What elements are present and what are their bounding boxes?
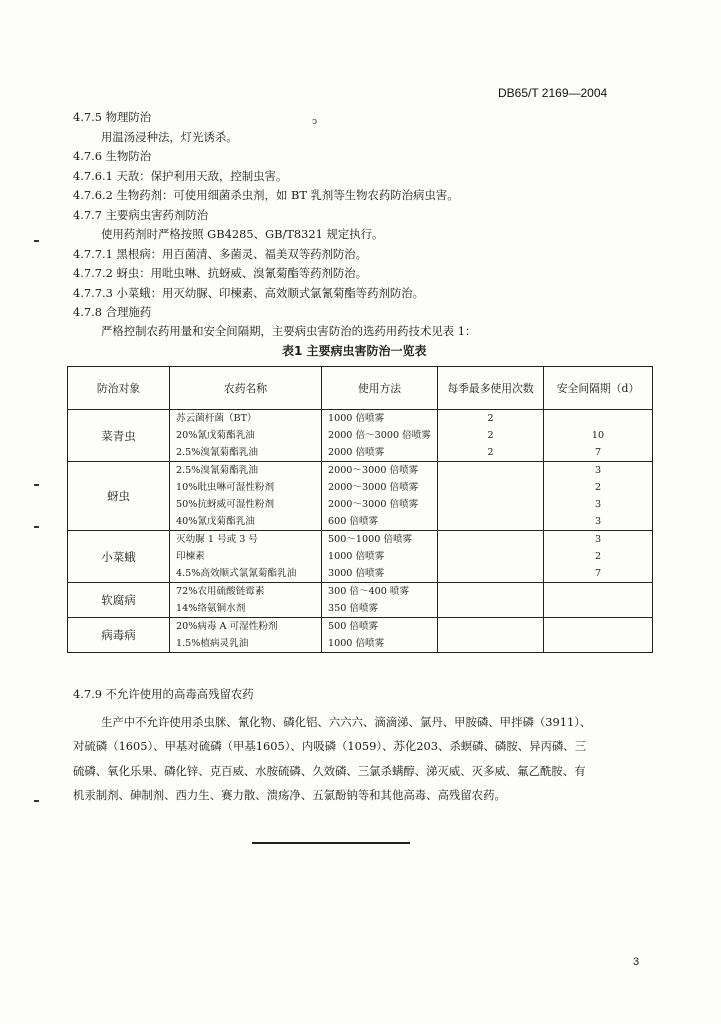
pesticide-name: 14%络氨铜水剂 xyxy=(176,603,246,614)
usage-method: 3000 倍喷雾 xyxy=(328,568,385,579)
header-method: 使用方法 xyxy=(322,367,438,410)
paragraph-line: 机汞制剂、砷制剂、西力生、赛力散、溃疡净、五氯酚钠等和其他高毒、高残留农药。 xyxy=(73,788,506,802)
usage-method: 600 倍喷雾 xyxy=(328,516,379,527)
safety-interval: 2 xyxy=(594,551,602,562)
pesticide-name: 20%氰戊菊酯乳油 xyxy=(176,430,255,441)
section-4-7-7-1: 4.7.7.1 黑根病：用百菌清、多菌灵、福美双等药剂防治。 xyxy=(73,247,368,261)
pesticide-name-cell xyxy=(170,531,322,583)
max-times-cell xyxy=(438,618,544,653)
safety-interval xyxy=(544,583,652,600)
safety-interval: 3 xyxy=(594,534,602,545)
section-4-7-7-body: 使用药剂时严格按照 GB4285、GB/T8321 规定执行。 xyxy=(101,227,384,241)
section-4-7-9: 4.7.9 不允许使用的高毒高残留农药 xyxy=(73,687,254,701)
max-times xyxy=(438,496,543,513)
max-times xyxy=(438,513,543,530)
safety-interval xyxy=(544,410,652,427)
max-times xyxy=(438,635,543,652)
max-times: 2 xyxy=(487,413,494,424)
section-4-7-7: 4.7.7 主要病虫害药剂防治 xyxy=(73,208,209,222)
safety-interval: 10 xyxy=(591,430,605,441)
safety-interval: 3 xyxy=(594,516,602,527)
usage-method: 350 倍喷雾 xyxy=(328,603,379,614)
usage-method: 300 倍～400 喷雾 xyxy=(328,586,410,597)
safety-interval: 3 xyxy=(594,465,602,476)
pesticide-name: 1.5%植病灵乳油 xyxy=(176,638,249,649)
usage-method: 2000～3000 倍喷雾 xyxy=(328,465,419,476)
header-interval: 安全间隔期（d） xyxy=(544,367,653,410)
max-times-cell xyxy=(438,531,544,583)
section-4-7-6-2: 4.7.6.2 生物药剂：可使用细菌杀虫剂，如 BT 乳剂等生物农药防治病虫害。 xyxy=(73,188,459,202)
max-times xyxy=(438,583,543,600)
pest-control-table xyxy=(67,366,653,653)
usage-method-cell xyxy=(322,583,438,618)
pesticide-name: 50%抗蚜威可湿性粉剂 xyxy=(176,499,275,510)
header-max-times: 每季最多使用次数 xyxy=(438,367,544,410)
margin-mark xyxy=(34,484,39,486)
section-4-7-8: 4.7.8 合理施药 xyxy=(73,305,152,319)
pesticide-name-cell xyxy=(170,618,322,653)
max-times xyxy=(438,600,543,617)
usage-method-cell xyxy=(322,462,438,531)
margin-mark xyxy=(34,526,39,528)
usage-method-cell xyxy=(322,531,438,583)
section-4-7-5: 4.7.5 物理防治 xyxy=(73,110,152,124)
max-times xyxy=(438,531,543,548)
section-4-7-7-2: 4.7.7.2 蚜虫：用吡虫啉、抗蚜威、溴氰菊酯等药剂防治。 xyxy=(73,266,368,280)
header-target: 防治对象 xyxy=(68,367,170,410)
pesticide-name: 72%农用硫酸链霉素 xyxy=(176,586,265,597)
max-times xyxy=(438,462,543,479)
max-times-cell xyxy=(438,583,544,618)
pesticide-name: 2.5%溴氰菊酯乳油 xyxy=(176,447,258,458)
safety-interval-cell xyxy=(544,531,653,583)
usage-method: 2000 倍～3000 倍喷雾 xyxy=(328,430,431,441)
pesticide-name: 40%氰戊菊酯乳油 xyxy=(176,516,255,527)
section-4-7-5-body: 用温汤浸种法，灯光诱杀。 xyxy=(101,130,238,144)
usage-method: 2000～3000 倍喷雾 xyxy=(328,482,419,493)
safety-interval xyxy=(544,600,652,617)
pesticide-name-cell xyxy=(170,583,322,618)
table-group-row xyxy=(68,462,653,531)
safety-interval: 3 xyxy=(594,499,602,510)
target-pest: 蚜虫 xyxy=(68,462,170,531)
usage-method: 2000 倍喷雾 xyxy=(328,447,385,458)
end-rule xyxy=(252,842,410,844)
table-group-row xyxy=(68,583,653,618)
section-4-7-6-1: 4.7.6.1 天敌：保护利用天敌，控制虫害。 xyxy=(73,169,288,183)
standard-code: DB65/T 2169—2004 xyxy=(498,86,608,100)
pesticide-name: 20%病毒 A 可湿性粉剂 xyxy=(176,621,278,632)
paragraph-line: 硫磷、氧化乐果、磷化锌、克百威、水胺硫磷、久效磷、三氯杀螨醇、涕灭威、灭多威、氟乙酰胺、有 xyxy=(73,764,586,778)
safety-interval-cell xyxy=(544,618,653,653)
max-times-cell xyxy=(438,462,544,531)
safety-interval-cell xyxy=(544,410,653,462)
usage-method: 500～1000 倍喷雾 xyxy=(328,534,413,545)
target-pest: 小菜蛾 xyxy=(68,531,170,583)
table-group-row xyxy=(68,410,653,462)
page-number: 3 xyxy=(633,956,640,968)
table-group-row xyxy=(68,618,653,653)
target-pest: 病毒病 xyxy=(68,618,170,653)
pesticide-name: 10%吡虫啉可湿性粉剂 xyxy=(176,482,275,493)
pesticide-name-cell xyxy=(170,462,322,531)
pesticide-name: 印楝素 xyxy=(176,551,205,562)
safety-interval: 7 xyxy=(594,447,602,458)
safety-interval: 7 xyxy=(594,568,602,579)
usage-method: 1000 倍喷雾 xyxy=(328,551,385,562)
margin-mark xyxy=(34,240,39,242)
paragraph-line: 生产中不允许使用杀虫脒、氰化物、磷化铝、六六六、滴滴涕、氯丹、甲胺磷、甲拌磷（3911）、 xyxy=(101,715,592,729)
safety-interval-cell xyxy=(544,583,653,618)
section-4-7-7-3: 4.7.7.3 小菜蛾：用灭幼脲、印楝素、高效顺式氯氰菊酯等药剂防治。 xyxy=(73,286,425,300)
target-pest: 软腐病 xyxy=(68,583,170,618)
safety-interval: 2 xyxy=(594,482,602,493)
table-title: 表1 主要病虫害防治一览表 xyxy=(282,344,427,358)
max-times-cell xyxy=(438,410,544,462)
max-times xyxy=(438,565,543,582)
max-times xyxy=(438,479,543,496)
paragraph-line: 对硫磷（1605）、甲基对硫磷（甲基1605）、内吸磷（1059）、苏化203、杀螟磷、磷胺、异丙磷、三 xyxy=(73,739,587,753)
section-4-7-6: 4.7.6 生物防治 xyxy=(73,149,152,163)
max-times xyxy=(438,618,543,635)
target-pest: 菜青虫 xyxy=(68,410,170,462)
pesticide-name-cell xyxy=(170,410,322,462)
max-times: 2 xyxy=(487,430,494,441)
usage-method: 1000 倍喷雾 xyxy=(328,638,385,649)
header-pesticide: 农药名称 xyxy=(170,367,322,410)
table-header-row xyxy=(68,367,653,410)
pesticide-name: 灭幼脲 1 号或 3 号 xyxy=(176,534,258,545)
usage-method: 500 倍喷雾 xyxy=(328,621,379,632)
scan-mark: ↄ xyxy=(312,117,318,127)
usage-method: 1000 倍喷雾 xyxy=(328,413,385,424)
safety-interval xyxy=(544,635,652,652)
table-group-row xyxy=(68,531,653,583)
pesticide-name: 苏云菌杆菌（BT） xyxy=(176,413,257,424)
safety-interval-cell xyxy=(544,462,653,531)
usage-method-cell xyxy=(322,410,438,462)
section-4-7-8-body: 严格控制农药用量和安全间隔期，主要病虫害防治的选药用药技术见表 1： xyxy=(101,324,477,338)
pesticide-name: 4.5%高效顺式氯氰菊酯乳油 xyxy=(176,568,297,579)
safety-interval xyxy=(544,618,652,635)
usage-method-cell xyxy=(322,618,438,653)
max-times xyxy=(438,548,543,565)
max-times: 2 xyxy=(487,447,494,458)
usage-method: 2000～3000 倍喷雾 xyxy=(328,499,419,510)
margin-mark xyxy=(34,800,39,802)
pesticide-name: 2.5%溴氰菊酯乳油 xyxy=(176,465,258,476)
